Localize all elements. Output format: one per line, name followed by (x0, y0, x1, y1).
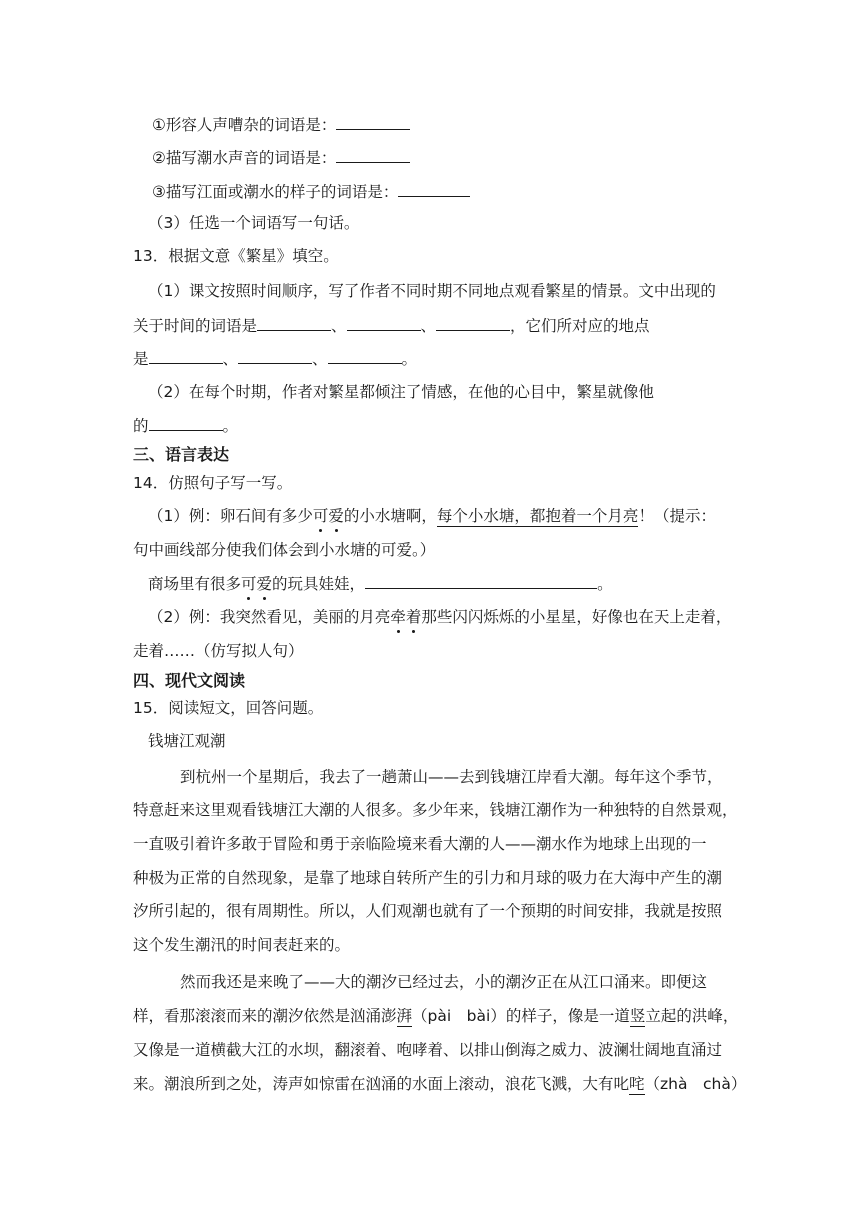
answer-blank[interactable] (149, 347, 223, 364)
answer-blank[interactable] (328, 347, 402, 364)
para1-line: 到杭州一个星期后，我去了一趟萧山——去到钱塘江岸看大潮。每年这个季节， (180, 768, 723, 786)
q13-p1-line3: 是 、 、 。 (0, 347, 860, 370)
para1-line: 特意赶来这里观看钱塘江大潮的人很多。多少年来，钱塘江潮作为一种独特的自然景观， (133, 801, 738, 819)
para1-line: 一直吸引着许多敢于冒险和勇于亲临险境来看大潮的人——潮水作为地球上出现的一 (133, 835, 707, 853)
q14-p1-line3: 商场里有很多可爱的玩具娃娃， 。 (0, 572, 860, 595)
q14-p1-line2: 句中画线部分使我们体会到小水塘的可爱。） (133, 541, 436, 559)
q13-title: 13．根据文意《繁星》填空。 (133, 247, 339, 265)
article-title: 钱塘江观潮 (148, 732, 226, 750)
q14-title: 14．仿照句子写一写。 (133, 474, 293, 492)
para2-line: 然而我还是来晚了——大的潮汐已经过去，小的潮汐正在从江口涌来。即便这 (180, 973, 708, 991)
answer-blank[interactable] (436, 314, 510, 331)
para1-line: 种极为正常的自然现象，是靠了地球自转所产生的引力和月球的吸力在大海中产生的潮 (133, 869, 723, 887)
para2-line: 又像是一道横截大江的水坝，翻滚着、咆哮着、以排山倒海之威力、波澜壮阔地直涌过 (133, 1041, 723, 1059)
q14-p2-line2: 走着……（仿写拟人句） (133, 642, 304, 660)
q12-item1: ①形容人声嘈杂的词语是： (0, 113, 860, 136)
pinyin-options: （zhà chà） (644, 1075, 747, 1093)
section-heading-4: 四、现代文阅读 (133, 671, 246, 690)
q13-p1-line2: 关于时间的词语是 、 、 ，它们所对应的地点 (0, 314, 860, 337)
para2-line: 样，看那滚滚而来的潮汐依然是汹涌澎湃（pài bài）的样子，像是一道竖立起的洪峰， (133, 1007, 739, 1025)
q13-p2-line1: （2）在每个时期，作者对繁星都倾注了情感，在他的心目中，繁星就像他 (148, 383, 654, 401)
q13-p2-line2: 的 。 (0, 414, 860, 437)
underlined-char: 湃 (396, 1007, 413, 1025)
answer-blank[interactable] (347, 314, 421, 331)
emphasis-char: 牵 (390, 608, 406, 626)
emphasis-char: 爱 (328, 507, 344, 525)
q12-item3: ③描写江面或潮水的样子的词语是： (0, 180, 860, 203)
para1-line: 这个发生潮汛的时间表赶来的。 (133, 936, 351, 954)
answer-blank[interactable] (257, 314, 331, 331)
emphasis-char: 可 (241, 575, 257, 593)
answer-blank[interactable] (365, 572, 597, 589)
q12-part3: （3）任选一个词语写一句话。 (148, 214, 360, 232)
q12-item2: ②描写潮水声音的词语是： (0, 146, 860, 169)
emphasis-char: 爱 (256, 575, 273, 593)
para1-line: 汐所引起的，很有周期性。所以，人们观潮也就有了一个预期的时间安排，我就是按照 (133, 902, 723, 920)
answer-blank[interactable] (398, 180, 470, 197)
answer-blank[interactable] (336, 113, 410, 130)
emphasis-char: 可 (312, 507, 329, 525)
underlined-char: 咤 (629, 1075, 645, 1093)
q14-p2-line1: （2）例：我突然看见，美丽的月亮牵着那些闪闪烁烁的小星星，好像也在天上走着， (148, 608, 732, 626)
section-heading-3: 三、语言表达 (133, 445, 230, 464)
answer-blank[interactable] (238, 347, 312, 364)
answer-blank[interactable] (149, 414, 223, 431)
underlined-phrase: 每个小水塘，都抱着一个月亮 (436, 507, 639, 525)
q15-title: 15．阅读短文，回答问题。 (133, 699, 324, 717)
para2-line: 来。潮浪所到之处，涛声如惊雷在汹涌的水面上滚动，浪花飞溅，大有叱咤（zhà chà） (133, 1075, 747, 1093)
underlined-char: 竖 (629, 1007, 646, 1025)
q13-p1-line1: （1）课文按照时间顺序，写了作者不同时期不同地点观看繁星的情景。文中出现的 (148, 282, 716, 300)
pinyin-options: （pài bài） (412, 1007, 506, 1025)
answer-blank[interactable] (336, 146, 410, 163)
q14-p1-line1: （1）例：卵石间有多少可爱的小水塘啊，每个小水塘，都抱着一个月亮！（提示： (148, 507, 716, 525)
emphasis-char: 着 (405, 608, 422, 626)
